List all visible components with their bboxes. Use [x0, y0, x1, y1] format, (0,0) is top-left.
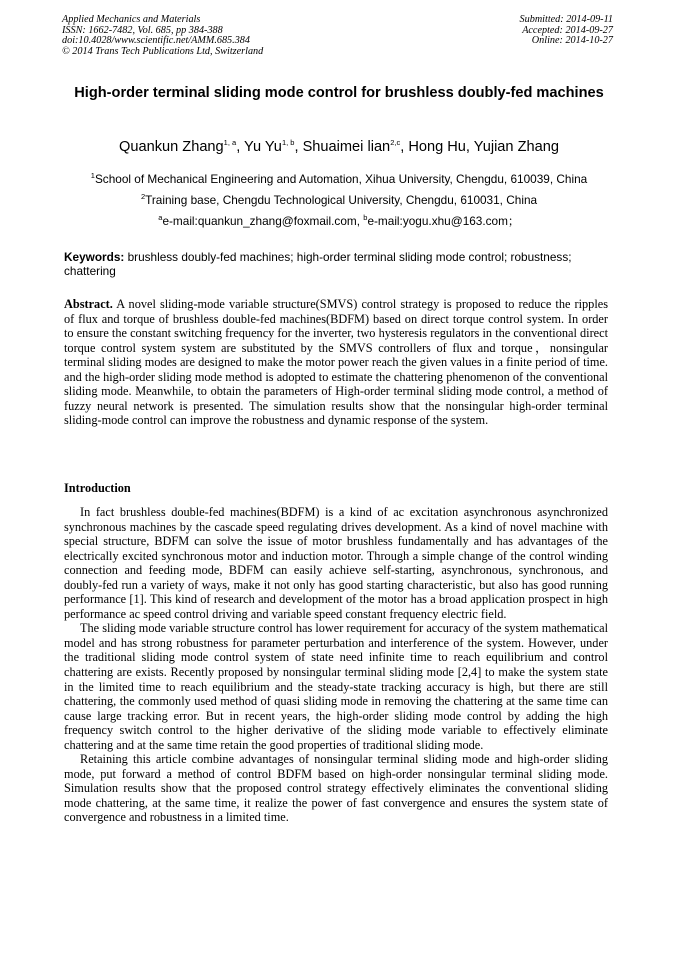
journal-name: Applied Mechanics and Materials [62, 14, 201, 25]
keywords [64, 250, 608, 278]
author-name: Quankun Zhang [119, 139, 224, 155]
issn-line: ISSN: 1662-7482, Vol. 685, pp 384-388 [62, 24, 223, 36]
affiliation-2: $^2$Training base, Chengdu Technological University, Chengdu, 610031, China [140, 192, 538, 207]
online-date: Online: 2014-10-27 [531, 35, 613, 47]
submitted-date: Submitted: 2014-09-11 [519, 14, 613, 25]
accepted-date: Accepted: 2014-09-27 [522, 24, 613, 36]
email-line: $^a$e-mail:quankun_zhang@foxmail.com, $^b$e-mail:yogu.xhu@163.com； [158, 213, 520, 228]
affiliation-1: $^1$School of Mechanical Engineering and Automation, Xihua University, Chengdu, 610039, China [90, 171, 588, 186]
copyright-line: © 2014 Trans Tech Publications Ltd, Switzerland [62, 45, 264, 57]
abstract [64, 297, 608, 428]
author-sup: 2,c [390, 138, 401, 148]
doi-line: doi:10.4028/www.scientific.net/AMM.685.384 [62, 35, 250, 47]
intro-paragraph: The sliding mode variable structure control has lower requirement for accuracy of the system mathematical model and has strong robustness for parameter perturbation and interference of the system. However, under the traditional sliding mode control system of state need infinite time to reach equilibrium and control chattering are exists. Recently proposed by nonsingular terminal sliding mode [2,4] to make the system state in the limited time to reach equilibrium and the steady-state tracking accuracy is high, but there are still chattering, the commonly used method of quasi sliding mode in removing the chattering at the same time can cause large tracking error. But in recent years, the high-order sliding mode control by adding the high frequency switch control to the higher derivative of the sliding mode variable to effectively eliminate chattering and at the same time retain the good properties of traditional sliding mode. [64, 621, 608, 752]
keywords-label: Keywords: [64, 250, 125, 264]
intro-paragraph: In fact brushless double-fed machines(BDFM) is a kind of ac excitation asynchronous asynchronized synchronous machines by the cascade speed regulating drives development. As a kind of novel machine with special structure, BDFM can solve the issue of motor brushless fundamentally and has advantages of the electrically excited synchronous motor and induction motor. Through a simple change of the control winding connection and feeding mode, BDFM can easily achieve self-starting, asynchronous, synchronous, and doubly-fed run a variety of ways, make it not only has good starting characteristic, but also has good running performance [1]. This kind of research and development of the motor has a broad application prospect in high performance ac speed control driving and variable speed constant frequency electric field. [64, 505, 608, 621]
author-name: Shuaimei lian [302, 139, 391, 155]
section-heading-introduction: Introduction [64, 481, 131, 495]
email-a: e-mail:quankun_zhang@foxmail.com, [162, 214, 364, 228]
author-sup: 1, a [223, 138, 237, 148]
email-b: e-mail:yogu.xhu@163.com； [367, 214, 520, 228]
author-name: Yu Yu [244, 139, 282, 155]
journal-header [62, 15, 263, 57]
dates-header [520, 15, 613, 47]
author-name: Yujian Zhang [473, 139, 559, 155]
abstract-text: A novel sliding-mode variable structure(SMVS) control strategy is proposed to reduce the ripples of flux and torque of brushless double-fed machines(BDFM) based on direct torque control system. In order to ensure the constant switching frequency for the inverter, two hysteresis regulators in the conventional direct torque control system system are substituted by the SMVS controllers of flux and torque，nonsingular terminal sliding modes are designed to make the motor power reach the given values in a finite period of time. and the high-order sliding mode method is adopted to estimate the chattering phenomenon of the conventional sliding mode. Meanwhile, to obtain the parameters of High-order terminal sliding mode control, a method of fuzzy neural network is presented. The simulation results show that the nonsingular high-order terminal sliding-mode control can improve the robustness and dynamic response of the system. [64, 297, 608, 428]
abstract-label: Abstract. [64, 297, 113, 311]
introduction-body [64, 505, 608, 825]
author-name: Hong Hu [408, 139, 466, 155]
keywords-text: brushless doubly-fed machines; high-order terminal sliding mode control; robustness; chattering [64, 250, 572, 278]
author-sup: 1, b [281, 138, 295, 148]
paper-title: High-order terminal sliding mode control for brushless doubly-fed machines [74, 85, 604, 101]
author-list: Quankun Zhang$^{1, a}$, Yu Yu$^{1, b}$, Shuaimei lian$^{2,c}$, Hong Hu, Yujian Zhang [119, 138, 559, 155]
intro-paragraph: Retaining this article combine advantages of nonsingular terminal sliding mode and high-order sliding mode, put forward a method of control BDFM based on high-order nonsingular terminal sliding mode. Simulation results show that the proposed control strategy effectively eliminates the conventional sliding mode chattering, at the same time, it realize the power of fast convergence and ensures the system state of convergence and robustness in a limited time. [64, 752, 608, 825]
